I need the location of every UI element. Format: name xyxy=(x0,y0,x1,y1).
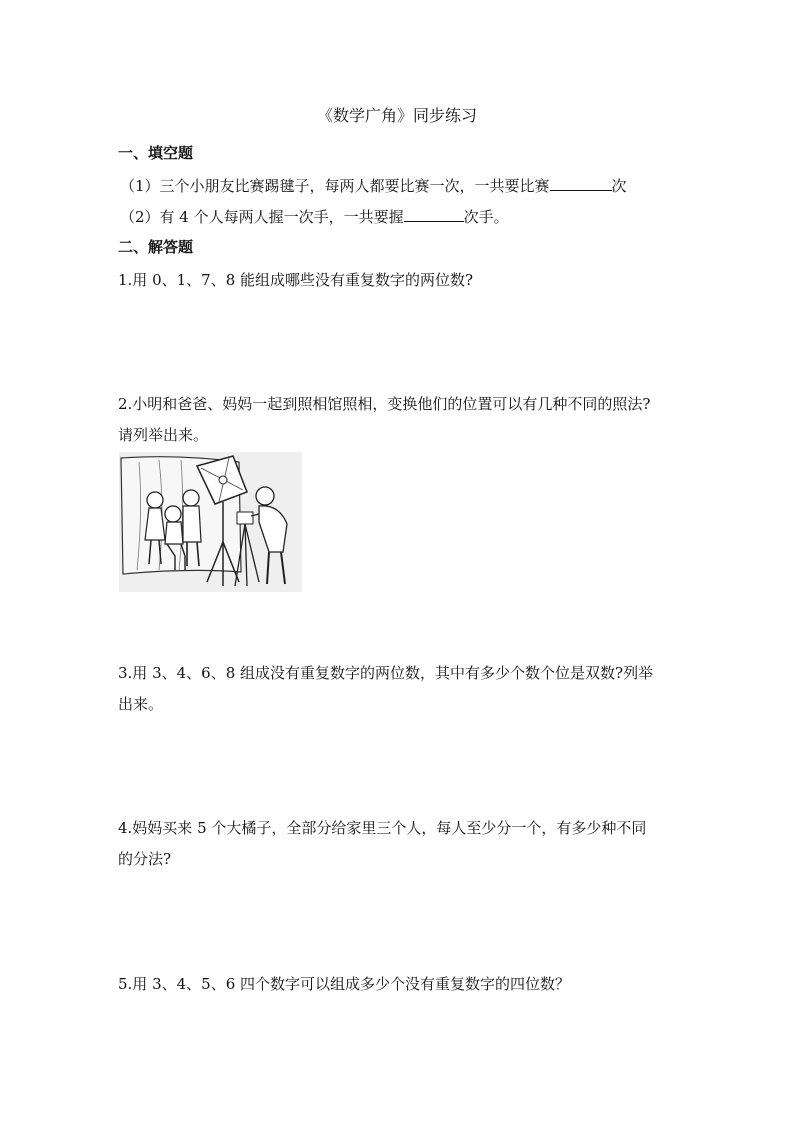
answer-question-3-line-1: 3.用 3、4、6、8 组成没有重复数字的两位数，其中有多少个数个位是双数?列举 xyxy=(118,664,654,682)
answer-blank-2[interactable] xyxy=(404,205,464,222)
photo-studio-illustration-icon xyxy=(119,452,302,592)
answer-question-4-line-1: 4.妈妈买来 5 个大橘子，全部分给家里三个人，每人至少分一个，有多少种不同 xyxy=(118,819,647,837)
answer-question-1: 1.用 0、1、7、8 能组成哪些没有重复数字的两位数? xyxy=(118,271,474,289)
fill-question-1-text: （1）三个小朋友比赛踢毽子，每两人都要比赛一次，一共要比赛 xyxy=(120,177,550,195)
page-title: 《数学广角》同步练习 xyxy=(316,106,477,125)
fill-question-2-text: （2）有 4 个人每两人握一次手，一共要握 xyxy=(120,208,404,226)
fill-question-2 xyxy=(120,205,509,227)
section-heading-fill-blanks: 一、填空题 xyxy=(118,144,194,162)
answer-blank-1[interactable] xyxy=(550,174,612,191)
answer-question-5: 5.用 3、4、5、6 四个数字可以组成多少个没有重复数字的四位数？ xyxy=(118,975,571,993)
fill-question-2-suffix: 次手。 xyxy=(463,208,509,226)
fill-question-1 xyxy=(120,174,627,196)
answer-question-2-line-1: 2.小明和爸爸、妈妈一起到照相馆照相，变换他们的位置可以有几种不同的照法? xyxy=(118,395,651,413)
section-heading-answer: 二、解答题 xyxy=(118,238,194,256)
answer-question-4-line-2: 的分法? xyxy=(118,850,172,868)
answer-question-2-line-2: 请列举出来。 xyxy=(118,426,209,444)
answer-question-3-line-2: 出来。 xyxy=(118,695,164,713)
fill-question-1-suffix: 次 xyxy=(611,177,627,195)
